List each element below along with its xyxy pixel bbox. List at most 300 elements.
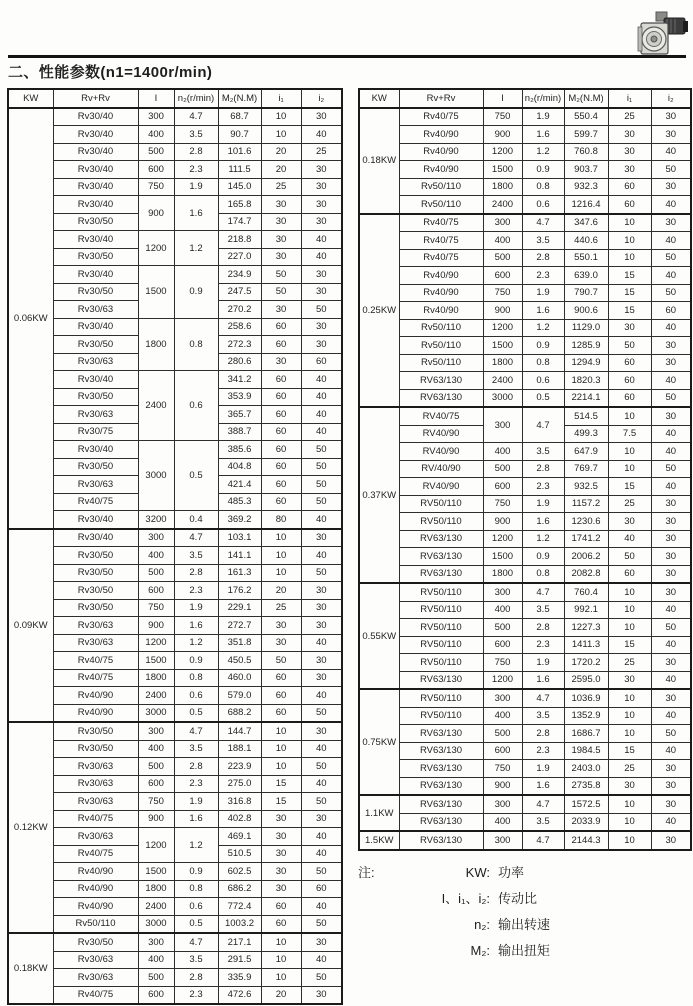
table-row bbox=[359, 232, 691, 250]
cell-m2: 335.9 bbox=[218, 969, 261, 987]
table-row bbox=[8, 634, 342, 652]
notes bbox=[358, 860, 550, 964]
cell-i1: 30 bbox=[608, 513, 651, 531]
cell-model: Rv30/40 bbox=[53, 441, 138, 459]
table-row bbox=[359, 707, 691, 725]
cell-i2: 25 bbox=[301, 143, 342, 161]
cell-n2: 1.9 bbox=[522, 654, 564, 672]
cell-model: RV63/130 bbox=[399, 372, 483, 390]
cell-ratio-i: 1200 bbox=[483, 530, 522, 548]
cell-m2: 385.6 bbox=[218, 441, 261, 459]
table-row bbox=[359, 513, 691, 531]
cell-i1: 10 bbox=[608, 795, 651, 813]
table-row bbox=[359, 372, 691, 390]
cell-m2: 2144.3 bbox=[564, 831, 608, 850]
cell-i2: 40 bbox=[301, 828, 342, 846]
cell-n2: 3.5 bbox=[522, 813, 564, 831]
col-header-kw: KW bbox=[8, 89, 53, 108]
cell-i1: 60 bbox=[261, 371, 301, 389]
cell-n2: 4.7 bbox=[174, 108, 218, 126]
cell-i2: 30 bbox=[651, 337, 691, 355]
cell-model: Rv40/90 bbox=[53, 898, 138, 916]
cell-i2: 50 bbox=[651, 249, 691, 267]
cell-model: RV50/110 bbox=[399, 601, 483, 619]
cell-m2: 101.6 bbox=[218, 143, 261, 161]
cell-m2: 388.7 bbox=[218, 423, 261, 441]
cell-model: Rv40/90 bbox=[53, 863, 138, 881]
cell-ratio-i: 3000 bbox=[483, 389, 522, 407]
cell-ratio-i: 300 bbox=[138, 529, 174, 547]
cell-i1: 50 bbox=[608, 548, 651, 566]
cell-ratio-i: 750 bbox=[483, 760, 522, 778]
cell-ratio-i: 900 bbox=[138, 810, 174, 828]
cell-ratio-i: 1500 bbox=[483, 161, 522, 179]
cell-n2: 2.3 bbox=[522, 742, 564, 760]
cell-i2: 30 bbox=[651, 548, 691, 566]
cell-i1: 60 bbox=[261, 898, 301, 916]
cell-m2: 550.4 bbox=[564, 108, 608, 126]
cell-i2: 50 bbox=[301, 476, 342, 494]
cell-ratio-i: 600 bbox=[138, 986, 174, 1004]
cell-model: Rv40/75 bbox=[399, 249, 483, 267]
cell-i2: 40 bbox=[651, 601, 691, 619]
cell-n2: 1.6 bbox=[522, 777, 564, 795]
cell-model: RV50/110 bbox=[399, 636, 483, 654]
cell-m2: 790.7 bbox=[564, 284, 608, 302]
cell-i2: 30 bbox=[651, 760, 691, 778]
cell-i2: 40 bbox=[651, 425, 691, 443]
cell-n2: 1.2 bbox=[174, 634, 218, 652]
cell-n2: 1.9 bbox=[522, 108, 564, 126]
cell-m2: 2082.8 bbox=[564, 565, 608, 583]
cell-n2: 2.3 bbox=[174, 986, 218, 1004]
cell-i2: 40 bbox=[301, 775, 342, 793]
cell-i1: 60 bbox=[261, 458, 301, 476]
cell-ratio-i: 300 bbox=[483, 831, 522, 850]
cell-ratio-i: 500 bbox=[138, 969, 174, 987]
cell-i1: 15 bbox=[608, 284, 651, 302]
table-row bbox=[8, 231, 342, 249]
cell-i2: 60 bbox=[651, 302, 691, 320]
cell-i1: 60 bbox=[261, 915, 301, 933]
cell-model: RV50/110 bbox=[399, 689, 483, 707]
cell-i2: 30 bbox=[651, 126, 691, 144]
cell-i1: 10 bbox=[261, 969, 301, 987]
cell-ratio-i: 500 bbox=[138, 564, 174, 582]
col-header-i1: i₁ bbox=[261, 89, 301, 108]
cell-model: RV63/130 bbox=[399, 530, 483, 548]
cell-model: Rv40/75 bbox=[53, 845, 138, 863]
cell-ratio-i: 900 bbox=[483, 302, 522, 320]
table-row bbox=[359, 760, 691, 778]
cell-i1: 15 bbox=[608, 478, 651, 496]
cell-m2: 2214.1 bbox=[564, 389, 608, 407]
cell-model: Rv30/40 bbox=[53, 511, 138, 529]
cell-m2: 272.7 bbox=[218, 617, 261, 635]
cell-model: Rv30/40 bbox=[53, 266, 138, 284]
cell-i1: 10 bbox=[608, 689, 651, 707]
cell-n2: 1.6 bbox=[522, 671, 564, 689]
cell-m2: 1129.0 bbox=[564, 319, 608, 337]
cell-n2: 0.8 bbox=[174, 318, 218, 371]
cell-i2: 50 bbox=[651, 389, 691, 407]
cell-ratio-i: 1200 bbox=[483, 143, 522, 161]
cell-m2: 932.3 bbox=[564, 178, 608, 196]
cell-m2: 760.4 bbox=[564, 583, 608, 601]
table-row bbox=[359, 460, 691, 478]
cell-i2: 30 bbox=[301, 582, 342, 600]
cell-model: Rv30/50 bbox=[53, 722, 138, 740]
cell-m2: 247.5 bbox=[218, 283, 261, 301]
cell-model: RV50/110 bbox=[399, 619, 483, 637]
table-row bbox=[8, 969, 342, 987]
cell-n2: 0.8 bbox=[174, 669, 218, 687]
cell-i2: 30 bbox=[301, 986, 342, 1004]
cell-n2: 0.5 bbox=[174, 704, 218, 722]
cell-i2: 30 bbox=[651, 108, 691, 126]
cell-model: RV40/90 bbox=[399, 478, 483, 496]
cell-i1: 30 bbox=[261, 231, 301, 249]
cell-ratio-i: 750 bbox=[138, 793, 174, 811]
table-row bbox=[359, 389, 691, 407]
kw-label: 0.75KW bbox=[359, 689, 399, 795]
cell-m2: 688.2 bbox=[218, 704, 261, 722]
cell-model: Rv40/90 bbox=[399, 284, 483, 302]
cell-i2: 40 bbox=[651, 319, 691, 337]
cell-i1: 10 bbox=[608, 214, 651, 232]
cell-ratio-i: 500 bbox=[483, 460, 522, 478]
gearbox-photo-icon bbox=[614, 11, 690, 57]
cell-model: RV63/130 bbox=[399, 548, 483, 566]
cell-n2: 2.3 bbox=[174, 775, 218, 793]
performance-table-right-container bbox=[358, 88, 692, 851]
kw-label: 1.5KW bbox=[359, 831, 399, 850]
cell-i1: 10 bbox=[261, 722, 301, 740]
cell-i1: 60 bbox=[261, 493, 301, 511]
cell-i2: 30 bbox=[301, 178, 342, 196]
cell-n2: 2.8 bbox=[522, 725, 564, 743]
cell-m2: 450.5 bbox=[218, 652, 261, 670]
cell-i2: 40 bbox=[301, 248, 342, 266]
cell-m2: 932.5 bbox=[564, 478, 608, 496]
cell-ratio-i: 3200 bbox=[138, 511, 174, 529]
cell-m2: 1411.3 bbox=[564, 636, 608, 654]
cell-model: Rv40/90 bbox=[53, 704, 138, 722]
cell-n2: 0.9 bbox=[174, 652, 218, 670]
cell-ratio-i: 900 bbox=[483, 126, 522, 144]
cell-i2: 40 bbox=[301, 740, 342, 758]
cell-i1: 60 bbox=[261, 441, 301, 459]
cell-i1: 30 bbox=[261, 845, 301, 863]
cell-ratio-i: 300 bbox=[483, 583, 522, 601]
cell-m2: 472.6 bbox=[218, 986, 261, 1004]
cell-ratio-i: 900 bbox=[138, 196, 174, 231]
cell-i2: 30 bbox=[301, 213, 342, 231]
cell-i2: 30 bbox=[301, 529, 342, 547]
cell-n2: 1.2 bbox=[522, 143, 564, 161]
cell-i1: 7.5 bbox=[608, 425, 651, 443]
cell-ratio-i: 400 bbox=[483, 601, 522, 619]
cell-i2: 50 bbox=[301, 915, 342, 933]
cell-i1: 10 bbox=[608, 407, 651, 425]
cell-m2: 402.8 bbox=[218, 810, 261, 828]
cell-m2: 903.7 bbox=[564, 161, 608, 179]
cell-n2: 0.9 bbox=[522, 161, 564, 179]
cell-i2: 40 bbox=[301, 126, 342, 144]
cell-i1: 20 bbox=[261, 143, 301, 161]
cell-m2: 227.0 bbox=[218, 248, 261, 266]
cell-i1: 60 bbox=[608, 372, 651, 390]
cell-model: Rv40/75 bbox=[399, 214, 483, 232]
cell-m2: 111.5 bbox=[218, 161, 261, 179]
cell-i2: 60 bbox=[301, 880, 342, 898]
table-row bbox=[8, 266, 342, 284]
cell-m2: 579.0 bbox=[218, 687, 261, 705]
cell-m2: 900.6 bbox=[564, 302, 608, 320]
cell-m2: 369.2 bbox=[218, 511, 261, 529]
cell-n2: 3.5 bbox=[174, 126, 218, 144]
cell-model: Rv30/63 bbox=[53, 951, 138, 969]
cell-m2: 404.8 bbox=[218, 458, 261, 476]
col-header-i: I bbox=[483, 89, 522, 108]
cell-i2: 40 bbox=[651, 232, 691, 250]
cell-i2: 30 bbox=[651, 689, 691, 707]
cell-n2: 1.9 bbox=[174, 599, 218, 617]
cell-i2: 30 bbox=[651, 583, 691, 601]
cell-i1: 30 bbox=[261, 880, 301, 898]
table-row bbox=[359, 671, 691, 689]
table-row bbox=[8, 196, 342, 214]
cell-i2: 40 bbox=[301, 845, 342, 863]
cell-model: Rv40/90 bbox=[399, 143, 483, 161]
table-row bbox=[359, 302, 691, 320]
cell-i2: 40 bbox=[651, 813, 691, 831]
cell-i1: 10 bbox=[261, 758, 301, 776]
cell-i2: 30 bbox=[651, 530, 691, 548]
cell-i1: 10 bbox=[608, 460, 651, 478]
table-row bbox=[8, 758, 342, 776]
cell-i2: 40 bbox=[301, 388, 342, 406]
table-row bbox=[359, 565, 691, 583]
cell-i1: 60 bbox=[261, 423, 301, 441]
cell-n2: 4.7 bbox=[522, 214, 564, 232]
cell-ratio-i: 750 bbox=[483, 654, 522, 672]
cell-i1: 30 bbox=[261, 828, 301, 846]
cell-ratio-i: 3000 bbox=[138, 704, 174, 722]
cell-i1: 30 bbox=[608, 143, 651, 161]
cell-model: Rv30/50 bbox=[53, 248, 138, 266]
table-row bbox=[359, 267, 691, 285]
cell-ratio-i: 600 bbox=[138, 775, 174, 793]
cell-i1: 30 bbox=[261, 353, 301, 371]
cell-i2: 30 bbox=[301, 722, 342, 740]
cell-ratio-i: 1800 bbox=[483, 565, 522, 583]
cell-i1: 60 bbox=[261, 336, 301, 354]
cell-m2: 1157.2 bbox=[564, 495, 608, 513]
cell-i2: 30 bbox=[301, 318, 342, 336]
cell-ratio-i: 2400 bbox=[138, 371, 174, 441]
cell-model: RV63/130 bbox=[399, 831, 483, 850]
cell-model: Rv40/75 bbox=[53, 669, 138, 687]
cell-m2: 258.6 bbox=[218, 318, 261, 336]
cell-m2: 1230.6 bbox=[564, 513, 608, 531]
cell-ratio-i: 400 bbox=[138, 126, 174, 144]
note-term: n₂: bbox=[474, 917, 490, 932]
cell-model: Rv30/63 bbox=[53, 793, 138, 811]
cell-ratio-i: 400 bbox=[483, 813, 522, 831]
cell-m2: 280.6 bbox=[218, 353, 261, 371]
table-row bbox=[8, 652, 342, 670]
cell-m2: 469.1 bbox=[218, 828, 261, 846]
cell-m2: 1036.9 bbox=[564, 689, 608, 707]
cell-ratio-i: 1200 bbox=[138, 634, 174, 652]
cell-m2: 1741.2 bbox=[564, 530, 608, 548]
page-title: 二、性能参数(n1=1400r/min) bbox=[8, 64, 213, 81]
cell-ratio-i: 2400 bbox=[483, 196, 522, 214]
table-row bbox=[359, 214, 691, 232]
cell-i2: 30 bbox=[651, 407, 691, 425]
cell-ratio-i: 900 bbox=[483, 777, 522, 795]
cell-model: Rv50/110 bbox=[399, 178, 483, 196]
cell-m2: 1352.9 bbox=[564, 707, 608, 725]
table-row bbox=[8, 599, 342, 617]
cell-n2: 2.8 bbox=[174, 758, 218, 776]
cell-i1: 10 bbox=[608, 725, 651, 743]
cell-ratio-i: 3000 bbox=[138, 441, 174, 511]
cell-n2: 1.2 bbox=[174, 231, 218, 266]
cell-i1: 30 bbox=[608, 777, 651, 795]
table-row bbox=[8, 863, 342, 881]
cell-n2: 4.7 bbox=[174, 722, 218, 740]
cell-ratio-i: 1800 bbox=[483, 178, 522, 196]
cell-i1: 20 bbox=[261, 161, 301, 179]
cell-i1: 50 bbox=[261, 652, 301, 670]
kw-label: 0.18KW bbox=[359, 108, 399, 214]
cell-m2: 229.1 bbox=[218, 599, 261, 617]
cell-m2: 499.3 bbox=[564, 425, 608, 443]
cell-i1: 10 bbox=[608, 232, 651, 250]
cell-i1: 25 bbox=[608, 760, 651, 778]
table-row bbox=[359, 530, 691, 548]
cell-i1: 30 bbox=[261, 634, 301, 652]
cell-i1: 10 bbox=[608, 583, 651, 601]
cell-i2: 40 bbox=[651, 707, 691, 725]
cell-i2: 30 bbox=[301, 617, 342, 635]
cell-model: Rv40/75 bbox=[399, 232, 483, 250]
cell-m2: 347.6 bbox=[564, 214, 608, 232]
cell-i2: 40 bbox=[301, 898, 342, 916]
cell-ratio-i: 500 bbox=[138, 143, 174, 161]
cell-m2: 365.7 bbox=[218, 406, 261, 424]
cell-i1: 60 bbox=[261, 687, 301, 705]
cell-m2: 1686.7 bbox=[564, 725, 608, 743]
note-desc: 输出扭矩 bbox=[498, 943, 551, 958]
cell-i2: 40 bbox=[651, 143, 691, 161]
cell-i2: 40 bbox=[651, 443, 691, 461]
cell-i1: 30 bbox=[261, 213, 301, 231]
table-row bbox=[359, 583, 691, 601]
cell-n2: 0.8 bbox=[522, 565, 564, 583]
table-row bbox=[8, 740, 342, 758]
cell-n2: 1.6 bbox=[174, 196, 218, 231]
col-header-model: Rv+Rv bbox=[53, 89, 138, 108]
cell-ratio-i: 1200 bbox=[483, 671, 522, 689]
cell-i2: 40 bbox=[651, 196, 691, 214]
table-row bbox=[359, 548, 691, 566]
cell-n2: 0.6 bbox=[522, 372, 564, 390]
cell-n2: 3.5 bbox=[174, 951, 218, 969]
cell-i2: 30 bbox=[651, 831, 691, 850]
cell-i1: 10 bbox=[261, 529, 301, 547]
cell-n2: 0.9 bbox=[174, 863, 218, 881]
cell-i2: 30 bbox=[301, 161, 342, 179]
cell-model: Rv30/50 bbox=[53, 740, 138, 758]
cell-m2: 223.9 bbox=[218, 758, 261, 776]
cell-model: Rv40/75 bbox=[53, 493, 138, 511]
table-row bbox=[359, 478, 691, 496]
cell-i1: 80 bbox=[261, 511, 301, 529]
cell-n2: 2.8 bbox=[174, 564, 218, 582]
cell-model: Rv40/75 bbox=[399, 108, 483, 126]
cell-ratio-i: 1500 bbox=[138, 863, 174, 881]
cell-n2: 0.9 bbox=[174, 266, 218, 319]
cell-n2: 2.8 bbox=[522, 619, 564, 637]
cell-model: Rv50/110 bbox=[399, 196, 483, 214]
col-header-model: Rv+Rv bbox=[399, 89, 483, 108]
cell-n2: 2.8 bbox=[522, 249, 564, 267]
cell-ratio-i: 1500 bbox=[138, 652, 174, 670]
cell-i2: 30 bbox=[301, 599, 342, 617]
cell-m2: 275.0 bbox=[218, 775, 261, 793]
table-row bbox=[359, 601, 691, 619]
cell-model: RV50/110 bbox=[399, 513, 483, 531]
cell-ratio-i: 600 bbox=[483, 478, 522, 496]
kw-label: 0.09KW bbox=[8, 529, 53, 723]
cell-i1: 30 bbox=[261, 863, 301, 881]
cell-model: RV63/130 bbox=[399, 760, 483, 778]
cell-n2: 0.6 bbox=[174, 687, 218, 705]
cell-model: RV40/75 bbox=[399, 407, 483, 425]
cell-m2: 103.1 bbox=[218, 529, 261, 547]
cell-i1: 50 bbox=[608, 337, 651, 355]
cell-i1: 50 bbox=[261, 266, 301, 284]
cell-model: RV50/110 bbox=[399, 495, 483, 513]
table-row bbox=[359, 354, 691, 372]
cell-model: Rv30/50 bbox=[53, 283, 138, 301]
cell-i2: 40 bbox=[651, 372, 691, 390]
cell-i2: 50 bbox=[301, 493, 342, 511]
cell-i2: 50 bbox=[301, 704, 342, 722]
cell-i1: 10 bbox=[261, 126, 301, 144]
cell-m2: 68.7 bbox=[218, 108, 261, 126]
kw-label: 0.18KW bbox=[8, 933, 53, 1004]
cell-i1: 10 bbox=[608, 619, 651, 637]
cell-model: Rv30/63 bbox=[53, 406, 138, 424]
cell-m2: 485.3 bbox=[218, 493, 261, 511]
table-row bbox=[359, 407, 691, 425]
cell-model: Rv30/50 bbox=[53, 388, 138, 406]
cell-n2: 2.3 bbox=[522, 636, 564, 654]
cell-ratio-i: 1800 bbox=[483, 354, 522, 372]
table-row bbox=[8, 318, 342, 336]
cell-i2: 40 bbox=[651, 671, 691, 689]
cell-i2: 40 bbox=[301, 511, 342, 529]
table-row bbox=[359, 143, 691, 161]
cell-model: Rv30/63 bbox=[53, 828, 138, 846]
cell-i2: 50 bbox=[301, 564, 342, 582]
table-row bbox=[8, 529, 342, 547]
table-row bbox=[8, 371, 342, 389]
